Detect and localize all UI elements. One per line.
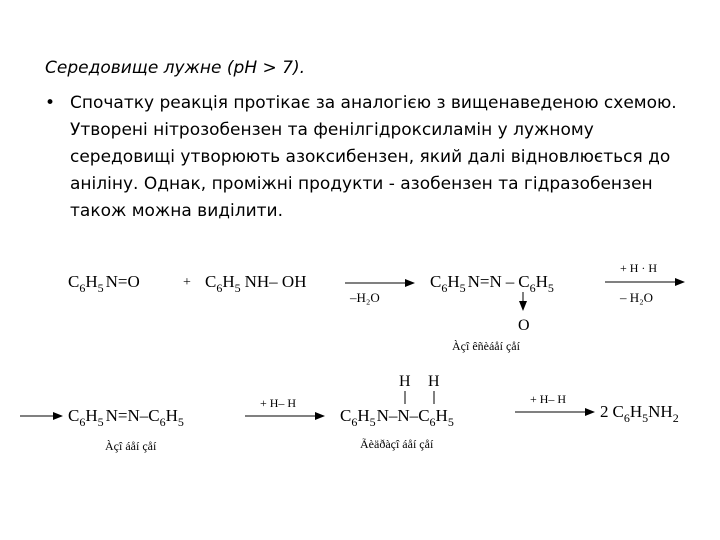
bullet-marker: • [45, 93, 56, 113]
hydrazobenzene-caption: Ãèäðàçî áåí çåí [360, 437, 434, 451]
azoxy-oxygen: O [518, 317, 530, 334]
arrow-4-reagent: + H– H [530, 392, 567, 406]
arrow-3-reagent: + H– H [260, 396, 297, 410]
hydrazobenzene-formula: $C_6H_5N-N-C_6H_5$ [340, 406, 454, 429]
azobenzene-formula: $C_6H_5$ $N=N-C_6H_5$ [68, 406, 184, 429]
azobenzene-caption: Àçî áåí çåí [105, 439, 157, 453]
section-heading: Середовище лужне (рН > 7). [45, 58, 306, 78]
azoxybenzene-caption: Àçî êñèáåí çåí [452, 339, 520, 353]
reaction-scheme [0, 250, 720, 470]
plus-sign: + [183, 275, 191, 290]
nitrosobenzene-formula: $C_6H_5$ N=O [68, 272, 140, 295]
aniline-formula: 2 $C_6H_5NH_2$ [600, 402, 679, 425]
hydrazo-hydrogen-2: H [428, 373, 440, 390]
hydrazo-hydrogen-1: H [399, 373, 411, 390]
bullet-item [45, 90, 695, 225]
azoxybenzene-formula: $C_6H_5$ $N=N - C_6H_5$ [430, 272, 554, 295]
bullet-text: Спочатку реакція протікає за аналогією з вищенаведеною схемою. Утворені нітрозобензен та фенілгідроксиламін у лужному середовищі утворюють азоксибензен, який далі відновлюється до аніліну. Однак, проміжні продукти - азобензен та гідразобензен також можна виділити. [70, 93, 677, 221]
arrow-2-condition: – H₂O [620, 290, 654, 305]
arrow-2-reagent: + H · H [620, 261, 658, 275]
arrow-1-condition: –H₂O [350, 290, 380, 305]
phenylhydroxylamine-formula: $C_6H_5$ NH– OH [205, 272, 307, 295]
